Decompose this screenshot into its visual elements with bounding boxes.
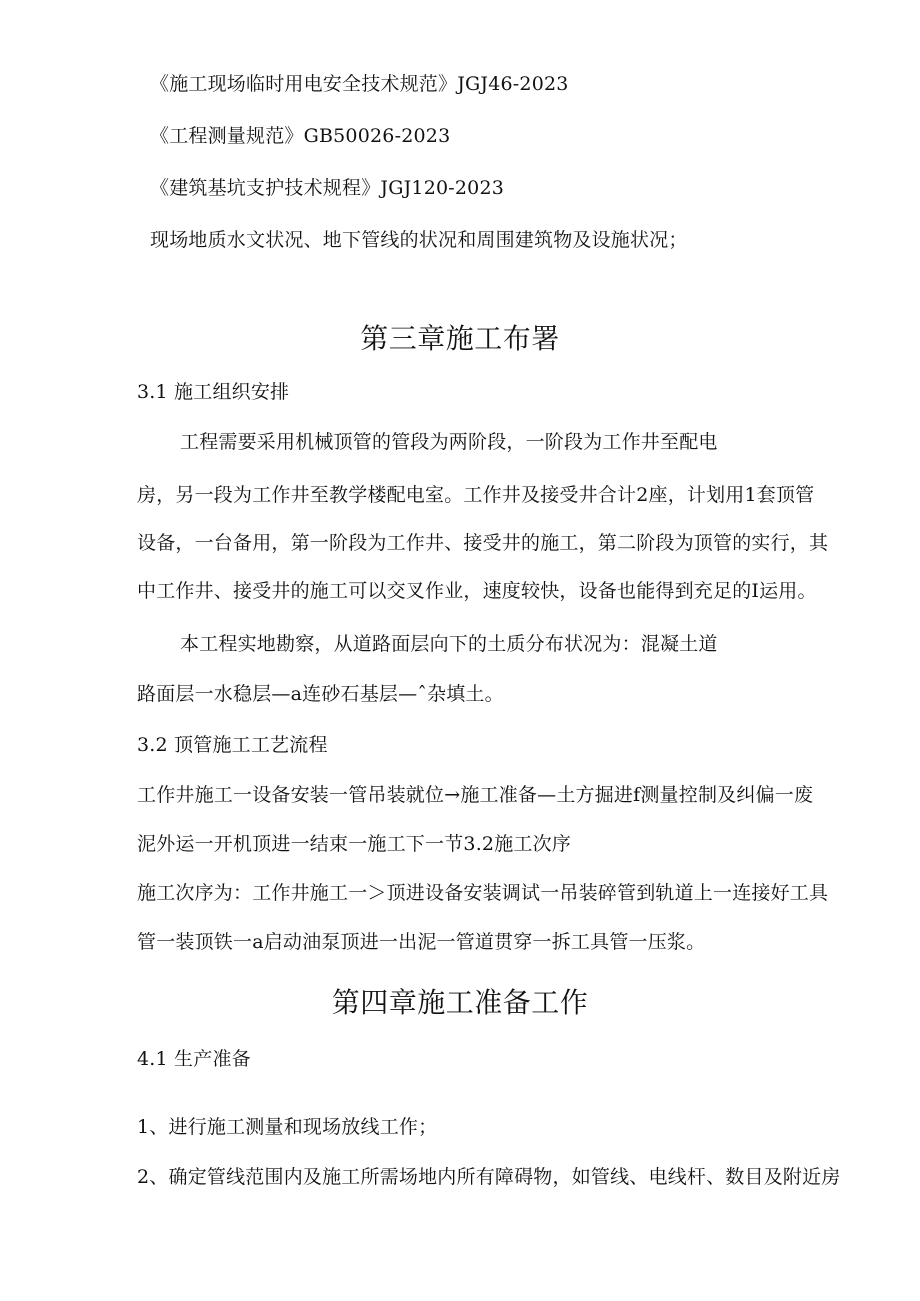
section-3-1-title: 3.1 施工组织安排	[137, 381, 290, 403]
reference-item: 《工程测量规范》GB50026-2023	[150, 125, 451, 147]
reference-item: 《建筑基坑支护技术规程》JGJ120-2023	[150, 177, 505, 199]
list-item: 2、确定管线范围内及施工所需场地内所有障碍物，如管线、电线杆、数目及附近房	[137, 1166, 841, 1188]
paragraph-line: 房，另一段为工作井至教学楼配电室。工作井及接受井合计2座，计划用1套顶管	[137, 484, 815, 506]
section-4-1-title: 4.1 生产准备	[137, 1048, 251, 1070]
paragraph-line: 本工程实地勘察，从道路面层向下的土质分布状况为：混凝土道	[180, 633, 718, 655]
paragraph-line: 设备，一台备用，第一阶段为工作井、接受井的施工，第二阶段为顶管的实行，其	[137, 532, 829, 554]
paragraph-line: 路面层一水稳层—a连砂石基层—ˆ杂填土。	[137, 683, 504, 705]
paragraph-line: 工作井施工一设备安装一管吊装就位→施工准备—土方掘进f测量控制及纠偏一废	[137, 784, 814, 806]
paragraph-line: 泥外运一开机顶进一结束一施工下一节3.2施工次序	[137, 833, 572, 855]
paragraph-line: 施工次序为：工作井施工一＞顶进设备安装调试一吊装碎管到轨道上一连接好工具	[137, 882, 829, 904]
chapter-4-title: 第四章施工准备工作	[331, 986, 589, 1019]
paragraph-line: 管一装顶铁一a启动油泵顶进一出泥一管道贯穿一拆工具管一压浆。	[137, 931, 706, 953]
chapter-3-title: 第三章施工布署	[360, 322, 560, 355]
list-item: 1、进行施工测量和现场放线工作；	[137, 1116, 438, 1138]
reference-item: 《施工现场临时用电安全技术规范》JGJ46-2023	[150, 73, 569, 95]
paragraph-line: 工程需要采用机械顶管的管段为两阶段，一阶段为工作井至配电	[180, 431, 718, 453]
paragraph-line: 中工作井、接受井的施工可以交叉作业，速度较快，设备也能得到充足的I运用。	[137, 580, 817, 602]
reference-item: 现场地质水文状况、地下管线的状况和周围建筑物及设施状况；	[150, 229, 688, 251]
section-3-2-title: 3.2 顶管施工工艺流程	[137, 734, 328, 756]
